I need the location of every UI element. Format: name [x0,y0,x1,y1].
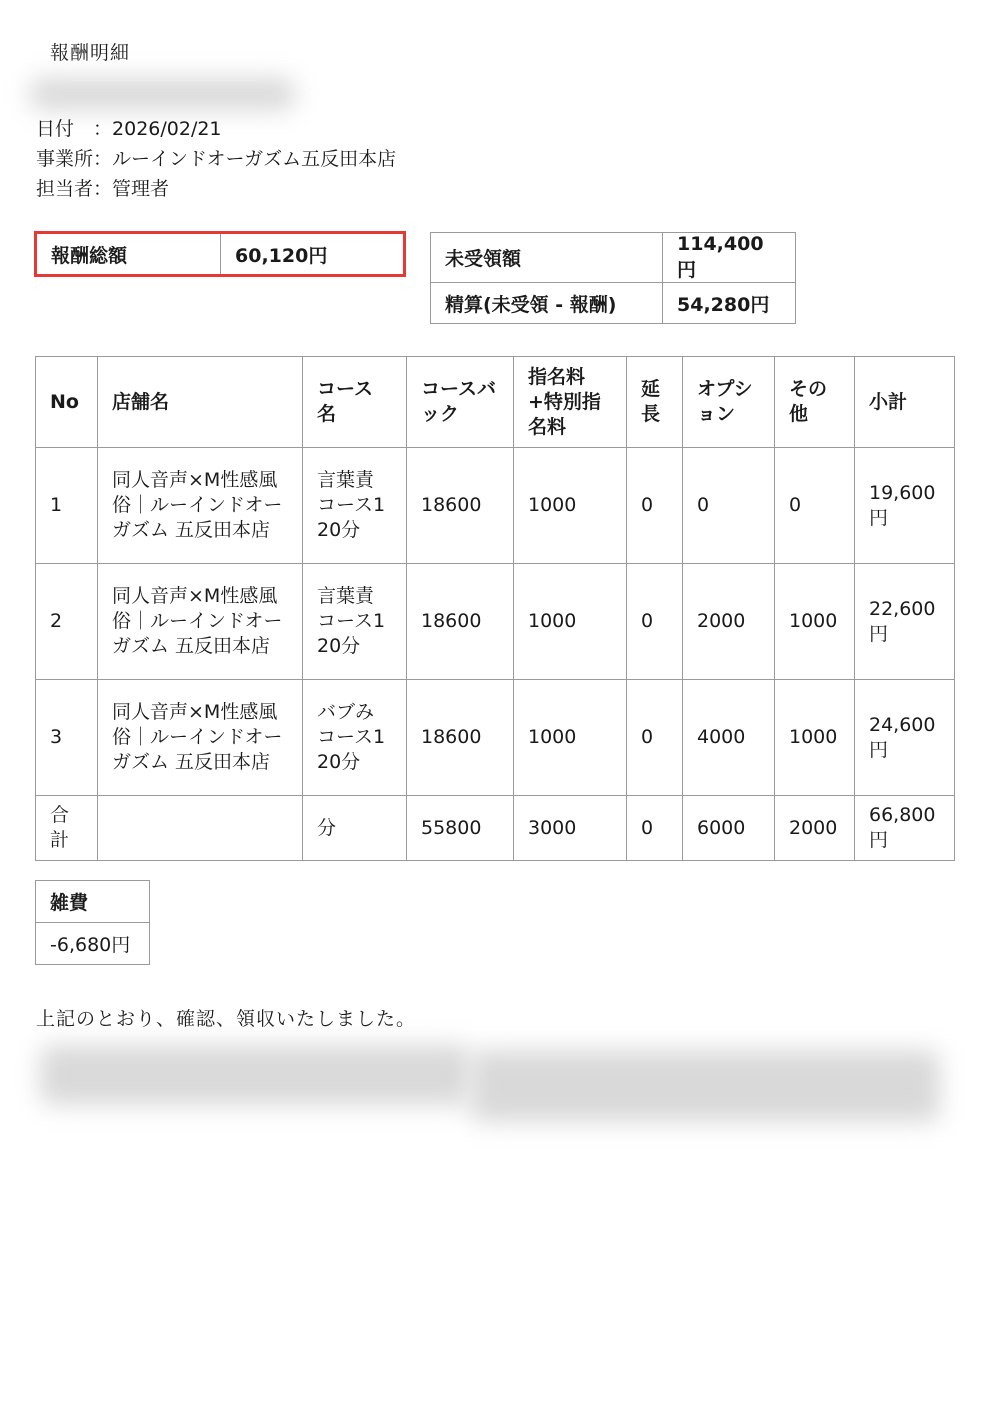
cell-extension: 0 [627,448,683,564]
cell-course-back: 18600 [407,448,514,564]
misc-label: 雑費 [36,881,150,923]
cell-store: 同人音声×M性感風俗｜ルーインドオーガズム 五反田本店 [98,448,303,564]
total-other: 2000 [775,796,855,861]
confirmation-text: 上記のとおり、確認、領収いたしました。 [36,1008,417,1030]
misc-header-row [36,881,150,923]
header-nomination: 指名料+特別指名料 [514,357,627,448]
cell-other: 1000 [775,564,855,680]
staff-label: 担当者： [36,178,113,200]
header-no: No [36,357,98,448]
cell-no: 3 [36,680,98,796]
cell-course-back: 18600 [407,680,514,796]
header-other: その他 [775,357,855,448]
table-row [36,564,955,680]
cell-nomination: 1000 [514,680,627,796]
cell-store: 同人音声×M性感風俗｜ルーインドオーガズム 五反田本店 [98,564,303,680]
cell-course-back: 18600 [407,564,514,680]
cell-subtotal: 22,600円 [855,564,955,680]
redacted-block [30,78,295,110]
unreceived-table [430,232,796,324]
cell-no: 2 [36,564,98,680]
total-store [98,796,303,861]
cell-course: 言葉責コース120分 [303,448,407,564]
cell-nomination: 1000 [514,564,627,680]
misc-value-row [36,923,150,965]
settlement-label: 精算(未受領 - 報酬) [431,283,663,324]
table-row [36,680,955,796]
office-row [36,144,396,174]
table-header-row [36,357,955,448]
total-nomination: 3000 [514,796,627,861]
reward-total-table [37,234,403,274]
header-store: 店舗名 [98,357,303,448]
table-total-row [36,796,955,861]
cell-course: バブみコース120分 [303,680,407,796]
table-row [36,448,955,564]
cell-option: 0 [683,448,775,564]
cell-other: 1000 [775,680,855,796]
staff-row [36,174,396,204]
header-subtotal: 小計 [855,357,955,448]
cell-nomination: 1000 [514,448,627,564]
cell-extension: 0 [627,680,683,796]
total-label: 合計 [36,796,98,861]
reward-total-value: 60,120円 [235,244,328,267]
cell-subtotal: 19,600円 [855,448,955,564]
total-extension: 0 [627,796,683,861]
header-course-back: コースバック [407,357,514,448]
misc-value: -6,680円 [36,923,150,965]
cell-other: 0 [775,448,855,564]
cell-subtotal: 24,600円 [855,680,955,796]
header-option: オプション [683,357,775,448]
document-meta [36,114,396,204]
redacted-signature-left [40,1045,470,1105]
reward-total-box [34,231,406,277]
date-value: 2026/02/21 [112,118,222,140]
header-extension: 延長 [627,357,683,448]
cell-course: 言葉責コース120分 [303,564,407,680]
cell-extension: 0 [627,564,683,680]
unreceived-value: 114,400円 [663,233,796,283]
reward-total-row [37,234,403,274]
misc-expense-table [35,880,150,965]
total-course: 分 [303,796,407,861]
staff-value: 管理者 [112,178,170,200]
cell-option: 2000 [683,564,775,680]
settlement-row [431,283,796,324]
unreceived-row [431,233,796,283]
redacted-signature-right [470,1050,940,1122]
reward-total-label: 報酬総額 [37,234,221,274]
cell-option: 4000 [683,680,775,796]
header-course: コース名 [303,357,407,448]
date-row [36,114,396,144]
office-label: 事業所： [36,148,113,170]
total-subtotal: 66,800円 [855,796,955,861]
unreceived-label: 未受領額 [431,233,663,283]
total-course-back: 55800 [407,796,514,861]
document-title: 報酬明細 [50,42,131,64]
settlement-value: 54,280円 [663,283,796,324]
date-label: 日付 ： [36,118,113,140]
total-option: 6000 [683,796,775,861]
office-value: ルーインドオーガズム五反田本店 [112,148,397,170]
reward-detail-table [35,356,955,861]
cell-store: 同人音声×M性感風俗｜ルーインドオーガズム 五反田本店 [98,680,303,796]
cell-no: 1 [36,448,98,564]
